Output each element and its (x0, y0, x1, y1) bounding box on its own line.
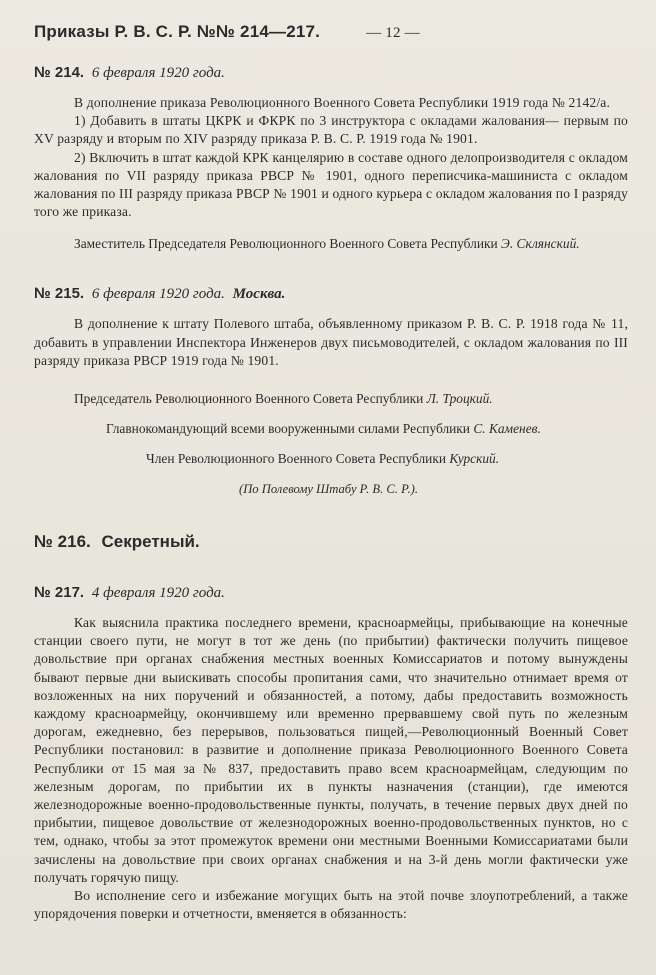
order-number: № 215. (34, 285, 85, 303)
order-214 (34, 64, 628, 253)
order-214-paragraph-2: 1) Добавить в штаты ЦКРК и ФКРК по 3 инструктора с окладами жалования— первым по XV разряду и вторым по XIV разряду приказа Р. В. С. Р. 1919 года № 1901. (34, 113, 628, 147)
signatory-title: Председатель Революционного Военного Совета Республики (74, 391, 424, 407)
order-215-signature-2 (34, 420, 628, 438)
order-215-signature-1 (34, 390, 628, 408)
header-title: Приказы Р. В. С. Р. №№ 214—217. (34, 22, 321, 41)
signatory-title: Член Революционного Военного Совета Республики (146, 451, 447, 467)
order-number: № 214. (34, 64, 85, 81)
order-date: 6 февраля 1920 года. (91, 286, 225, 303)
order-217 (34, 584, 628, 923)
signatory-name: Э. Склянский. (501, 236, 580, 252)
order-214-signature (34, 235, 628, 253)
order-216-heading (34, 532, 628, 552)
signatory-name: С. Каменев. (473, 421, 541, 437)
order-217-paragraph-2: Во исполнение сего и избежание могущих быть на этой почве злоупотреблений, а также упорядочения поверки и отчетности, вменяется в обязанность: (34, 888, 628, 922)
order-215-paragraph-1: В дополнение к штату Полевого штаба, объявленному приказом Р. В. С. Р. 1918 года № 11, добавить в управлении Инспектора Инженеров двух письмоводителей, с окладом жалования по III разряду приказа РВСР 1919 года № 1901. (34, 316, 628, 368)
order-215-heading (34, 285, 628, 303)
order-214-paragraph-1: В дополнение приказа Революционного Военного Совета Республики 1919 года № 2142/а. (74, 95, 610, 110)
signatory-title: Главнокомандующий всеми вооруженными силами Республики (106, 421, 470, 437)
page-number: — 12 — (366, 25, 420, 41)
order-215-source: (По Полевому Штабу Р. В. С. Р.). (239, 482, 419, 497)
order-number: № 216. (34, 532, 91, 552)
order-date: 4 февраля 1920 года. (91, 585, 225, 602)
order-215-signature-3 (34, 450, 628, 468)
order-217-paragraph-1: Как выяснила практика последнего времени, красноармейцы, прибывающие на конечные станции своего пути, не могут в тот же день (по прибытии) фактически получить пищевое довольствие при органах снабжения местных военных Комиссариатов и потому вынуждены бывают первые дни выискивать способы пропитания сами, что значительно отнимает время от возложенных на них поручений и обязанностей, а потому, дабы предоставить возможность каждому красноармейцу, окончившему или временно прервавшему свой путь по железным дорогам, ежедневно, без перерывов, пользоваться пищей,—Революционный Военный Совет Республики постановил: в развитие и дополнение приказа Революционного Военного Совета Республики от 15 мая за № 837, предоставить право всем красноармейцам, следующим по железным дорогам, по прибытии их в пункты назначения (станции), где имеются железнодорожные военно-продовольственные пункты, получать, в течение первых двух дней по прибытии, пищевое довольствие от железнодорожных военно-продовольственных пунктов, но с тем, однако, чтобы за этот промежуток времени они местными Военными Комиссариатами были зачислены на довольствие при своих органах снабжения и на 3-й день могли фактически уже получать горячую пищу. (34, 615, 628, 885)
order-number: № 217. (34, 584, 85, 602)
order-217-heading (34, 584, 628, 602)
signatory-name: Л. Троцкий. (426, 391, 493, 407)
order-title: Секретный. (101, 532, 200, 552)
running-header (34, 22, 628, 42)
order-place: Москва. (232, 286, 286, 303)
order-date: 6 февраля 1920 года. (91, 65, 225, 81)
order-214-heading (34, 64, 628, 82)
order-215 (34, 285, 628, 498)
order-214-paragraph-3: 2) Включить в штат каждой КРК канцелярию в составе одного делопроизводителя с окладом жалования по VII разряду приказа РВСР № 1901, одного переписчика-машиниста с окладом жалования по III разряду приказа РВСР № 1901 и одного курьера с окладом жалования по I разряду того же приказа. (34, 149, 628, 220)
signatory-name: Курский. (449, 451, 500, 467)
signatory-title: Заместитель Председателя Революционного Военного Совета Республики (74, 236, 498, 252)
